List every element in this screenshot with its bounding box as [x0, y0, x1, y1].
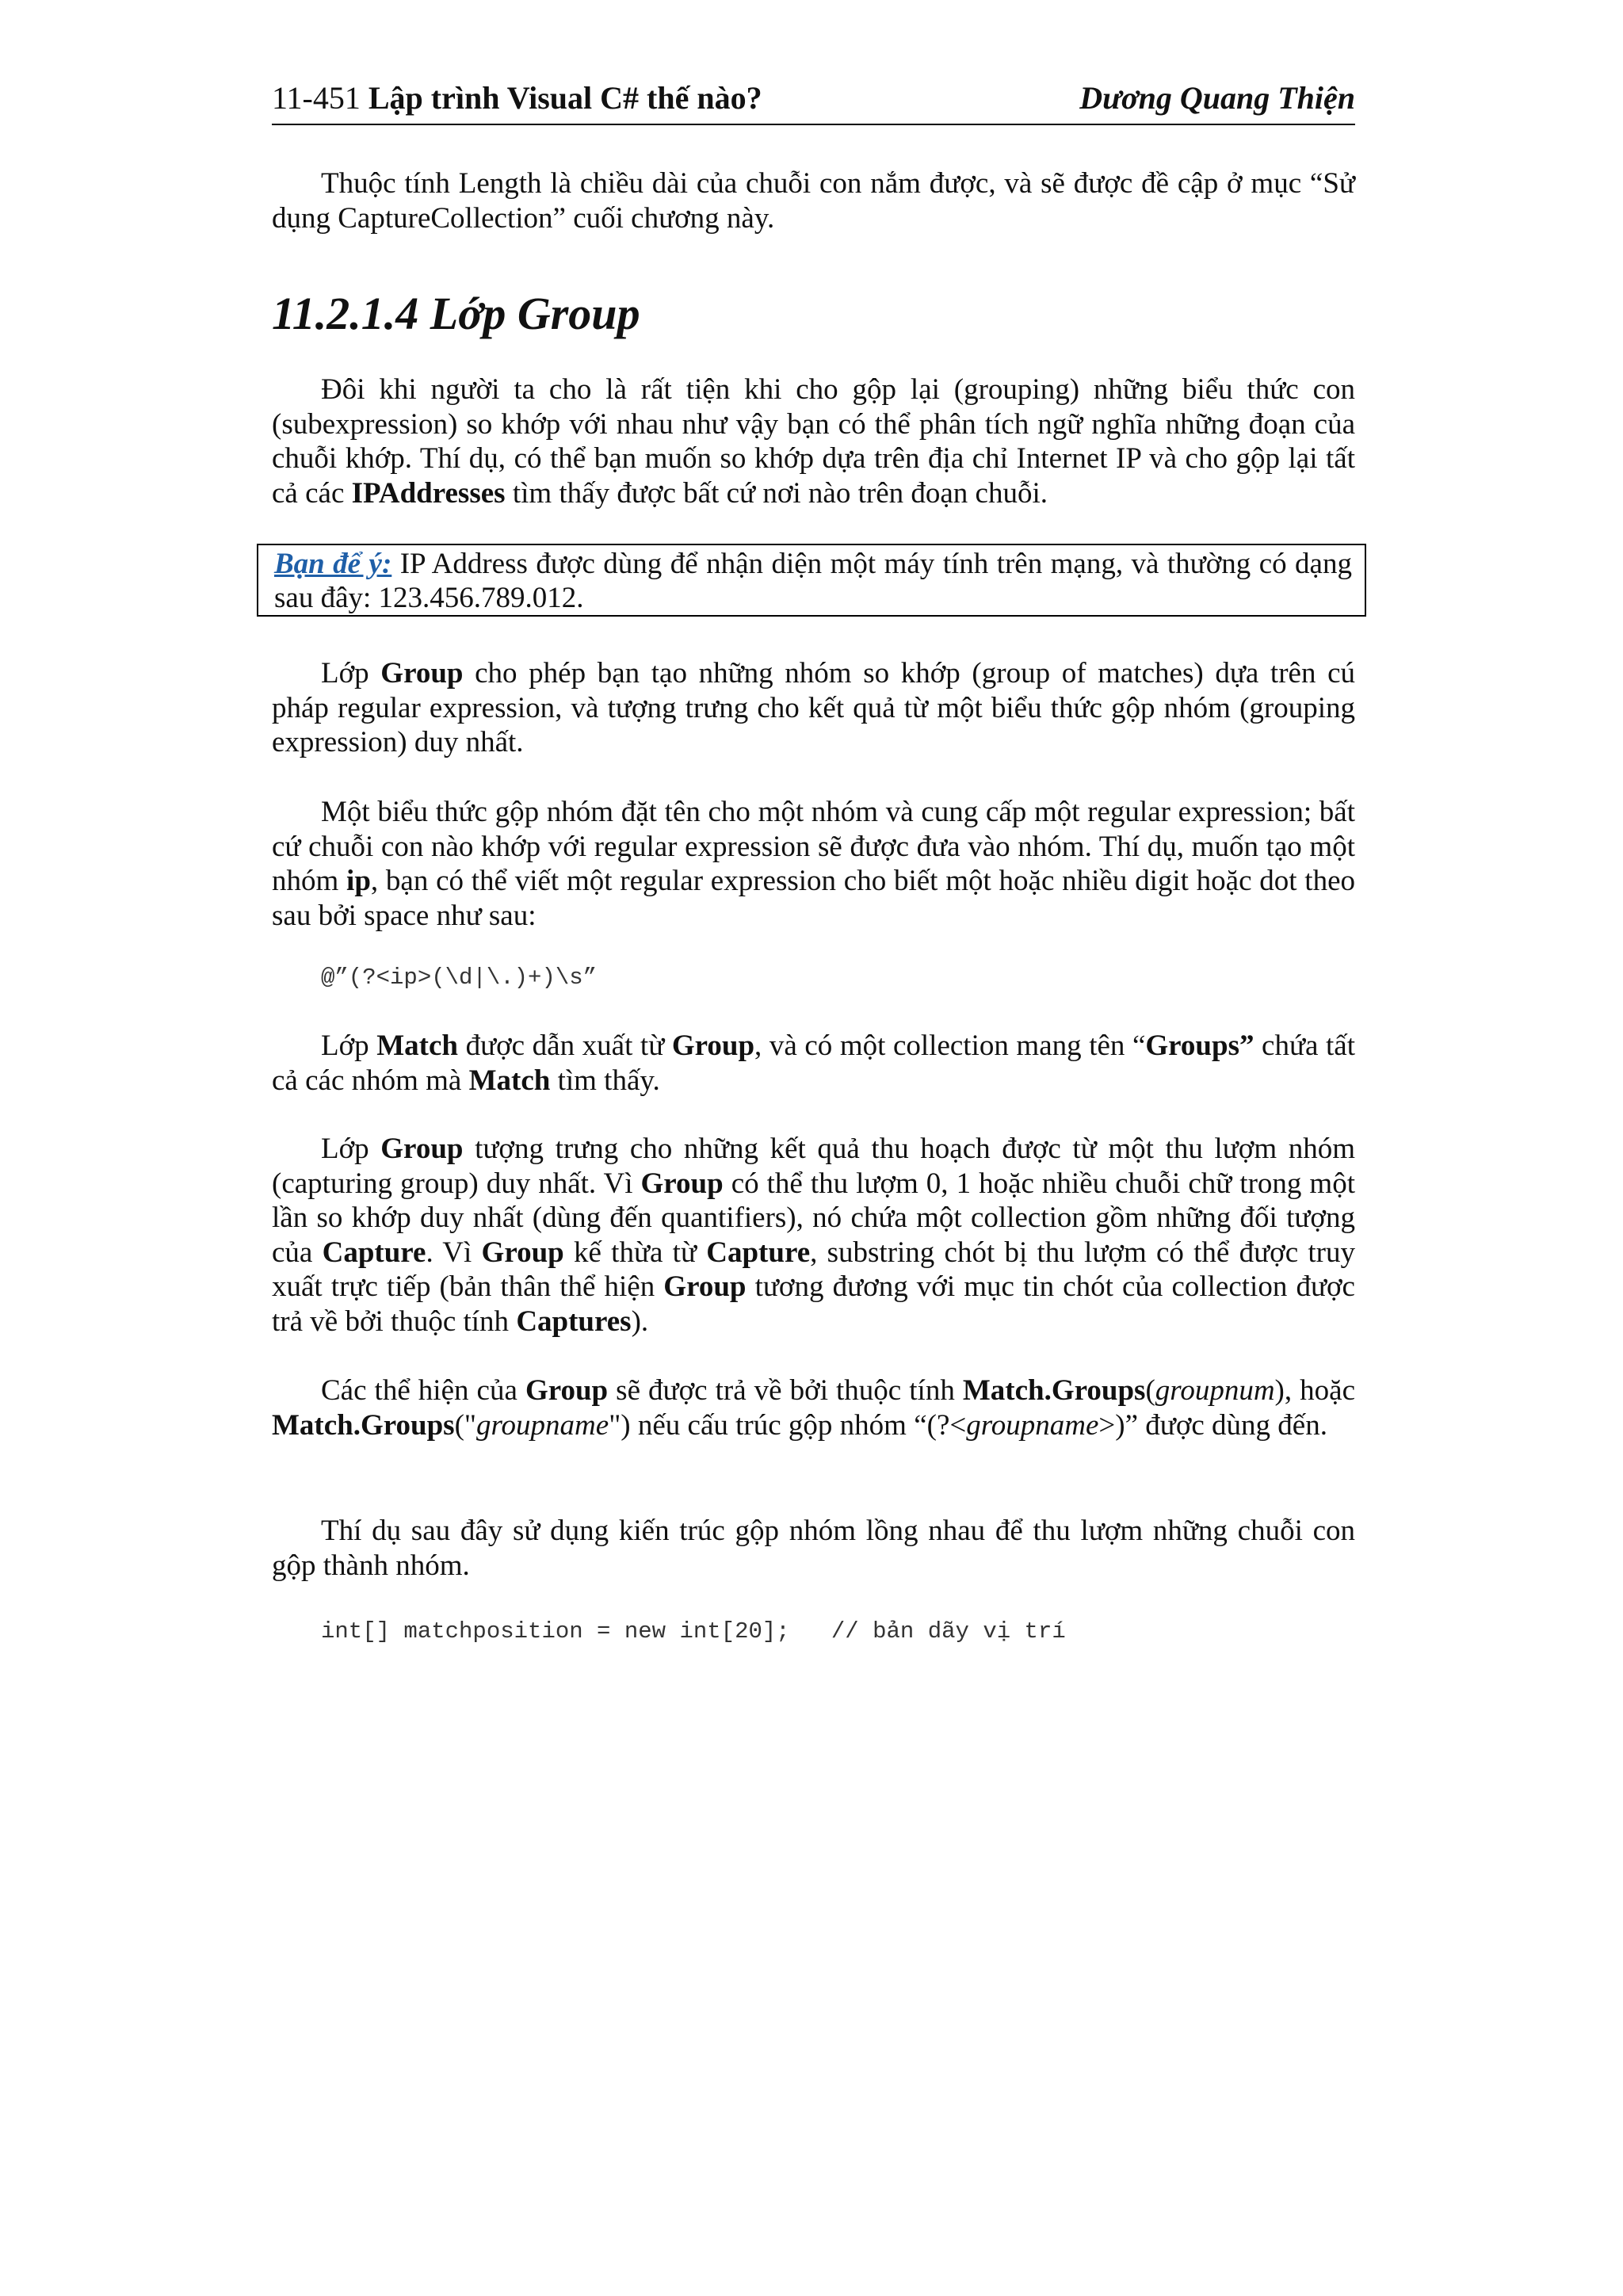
running-header — [272, 76, 1355, 125]
header-left — [272, 76, 762, 120]
paragraph-grouping-expression: Một biểu thức gộp nhóm đặt tên cho một nhóm và cung cấp một regular expression; bất cứ chuỗi con nào khớp với regular expression sẽ được đưa vào nhóm. Thí dụ, muốn tạo một nhóm ip, bạn có thể viết một regular expression cho biết một hoặc nhiều digit hoặc dot theo sau bởi space như sau: — [272, 796, 1356, 932]
paragraph-group-class: Lớp Group cho phép bạn tạo những nhóm so khớp (group of matches) dựa trên cú pháp regular expression, và tượng trưng cho kết quả từ một biểu thức gộp nhóm (grouping expression) duy nhất. — [272, 657, 1355, 758]
book-title: Lập trình Visual C# thế nào? — [368, 80, 762, 116]
paragraph-group-instances: Các thể hiện của Group sẽ được trả về bởi thuộc tính Match.Groups(groupnum), hoặc Match.Groups("groupname") nếu cấu trúc gộp nhóm “(?<groupname>)” được dùng đến. — [272, 1374, 1356, 1442]
note-box — [257, 544, 1366, 617]
paragraph-length-property: Thuộc tính Length là chiều dài của chuỗi con nắm được, và sẽ được đề cập ở mục “Sử dụng CaptureCollection” cuối chương này. — [272, 167, 1355, 235]
author-name: Dương Quang Thiện — [1079, 80, 1355, 116]
paragraph-capturing-group: Lớp Group tượng trưng cho những kết quả thu hoạch được từ một thu lượm nhóm (capturing group) duy nhất. Vì Group có thể thu lượm 0, 1 hoặc nhiều chuỗi chữ trong một lần so khớp duy nhất (dùng đến quantifiers), nó chứa một collection gồm những đối tượng của Capture. Vì Group kế thừa từ Capture, substring chót bị thu lượm có thể được truy xuất trực tiếp (bản thân thể hiện Group tương đương với mục tin chót của collection được trả về bởi thuộc tính Captures). — [272, 1133, 1355, 1338]
paragraph-nested-example: Thí dụ sau đây sử dụng kiến trúc gộp nhóm lồng nhau để thu lượm những chuỗi con gộp thành nhóm. — [272, 1515, 1355, 1582]
note-label: Bạn để ý: — [274, 548, 392, 580]
note-text: IP Address được dùng để nhận diện một máy tính trên mạng, và thường có dạng sau đây: 123.456.789.012. — [274, 548, 1352, 614]
paragraph-grouping-intro: Đôi khi người ta cho là rất tiện khi cho gộp lại (grouping) những biểu thức con (subexpression) so khớp với nhau như vậy bạn có thể phân tích ngữ nghĩa những đoạn của chuỗi khớp. Thí dụ, có thể bạn muốn so khớp dựa trên địa chỉ Internet IP và cho gộp lại tất cả các IPAddresses tìm thấy được bất cứ nơi nào trên đoạn chuỗi. — [272, 373, 1355, 510]
paragraph-match-class: Lớp Match được dẫn xuất từ Group, và có một collection mang tên “Groups” chứa tất cả các nhóm mà Match tìm thấy. — [272, 1030, 1356, 1097]
code-regex-ip: @”(?<ip>(\d|\.)+)\s” — [321, 965, 598, 991]
code-matchposition: int[] matchposition = new int[20]; // bản dãy vị trí — [321, 1618, 1066, 1645]
page-reference: 11-451 — [272, 80, 361, 116]
section-heading: 11.2.1.4 Lớp Group — [272, 288, 640, 339]
